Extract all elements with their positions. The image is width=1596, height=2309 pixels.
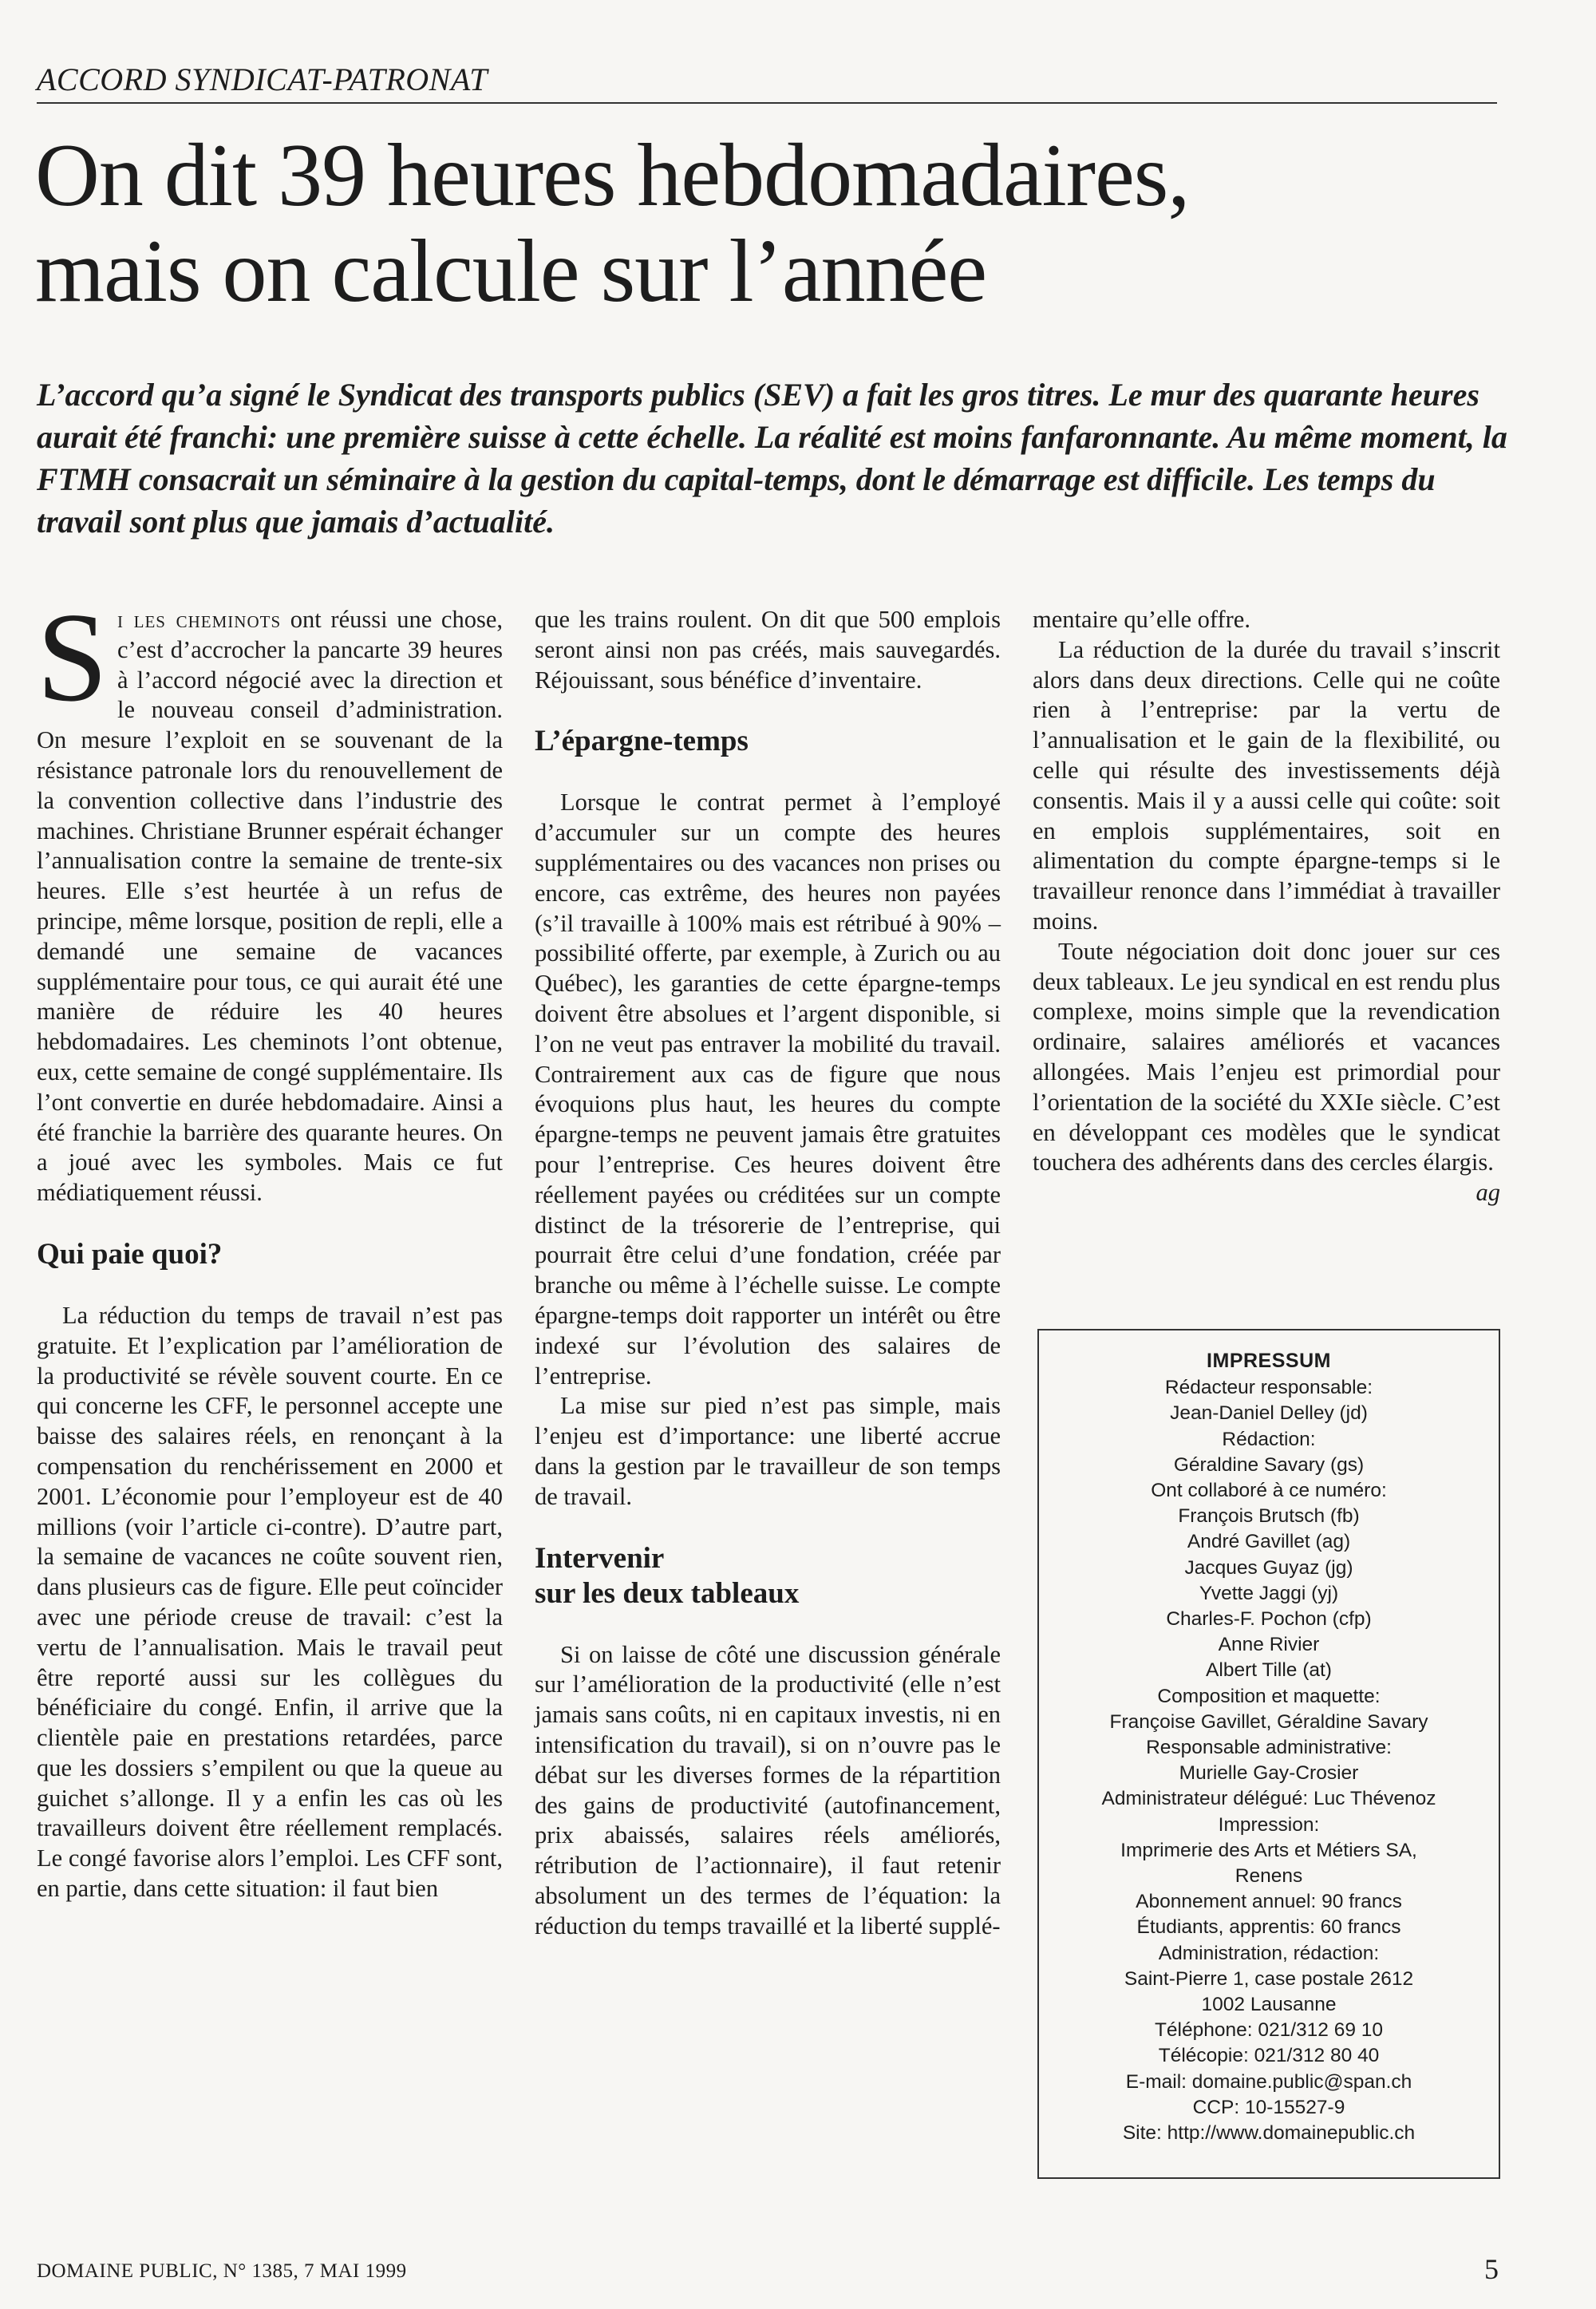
impressum-line: CCP: 10-15527-9 [1192, 2096, 1345, 2118]
footer-publication: DOMAINE PUBLIC, N° 1385, 7 MAI 1999 [37, 2260, 407, 2282]
subheading-line-1: Intervenir [535, 1541, 665, 1575]
paragraph: La réduction du temps de travail n’est pas gratuite. Et l’explication par l’amélioration de la productivité se révèle souvent courte. En ce qui concerne les CFF, le personnel accepte une baisse des salaires réels, en renonçant à la compensation du renchérissement en 2000 et 2001. L’économie pour l’employeur est de 40 millions (voir l’article ci-contre). D’autre part, la semaine de vacances ne coûte souvent rien, dans plusieurs cas de figure. Elle peut coïncider avec une période creuse de travail: c’est la vertu de l’annualisation. Mais le travail peut être reporté aussi sur les collègues du bénéficiaire du congé. Enfin, il arrive que la clientèle paie en prestations retardées, parce que les dossiers s’empilent ou que la queue au guichet s’allonge. Il y a enfin les cas où les travailleurs doivent être réellement remplacés. Le congé favorise alors l’emploi. Les CFF sont, en partie, dans cette situation: il faut bien [37, 1301, 503, 1903]
impressum-line: André Gavillet (ag) [1187, 1531, 1351, 1553]
impressum-line: Responsable administrative: [1146, 1737, 1392, 1759]
paragraph-continued: mentaire qu’elle offre. [1033, 606, 1250, 633]
article-lede: L’accord qu’a signé le Syndicat des transports publics (SEV) a fait les gros titres. Le mur des quarante heures aurait été franchi: une première suisse à cette échelle. La réalité est moins fanfaronnante. Au même moment, la FTMH consacrait un séminaire à la gestion du capital-temps, dont le démarrage est difficile. Les temps du travail sont plus que jamais d’actualité. [37, 377, 1507, 540]
subheading-qui-paie-quoi: Qui paie quoi? [37, 1237, 223, 1271]
impressum-line: Abonnement annuel: 90 francs [1136, 1891, 1402, 1913]
intro-text: ont réussi une chose, c’est d’accrocher la pancarte 39 heures à l’accord négocié avec la direction et le nouveau conseil d’administration. On mesure l’exploit en se souvenant de la résistance patronale lors du renouvellement de la convention collective dans l’industrie des machines. Christiane Brunner espérait échanger l’annualisation contre la semaine de trente-six heures. Elle s’est heurtée à un refus de principe, même lorsque, position de repli, elle a demandé une semaine de vacances supplémentaire pour tous, ce qui aurait été une manière de réduire les 40 heures hebdomadaires. Les cheminots l’ont obtenue, eux, cette semaine de congé supplémentaire. Ils l’ont convertie en durée hebdomadaire. Ainsi a été franchie la barrière des quarante heures. On a joué avec les symboles. Mais ce fut médiatiquement réussi. [37, 606, 503, 1207]
impressum-line: 1002 Lausanne [1201, 1994, 1337, 2016]
impressum-line: Murielle Gay-Crosier [1179, 1762, 1359, 1785]
impressum-line: Imprimerie des Arts et Métiers SA, [1120, 1839, 1417, 1861]
subheading-epargne-temps: L’épargne-temps [535, 725, 749, 758]
paragraph: La mise sur pied n’est pas simple, mais l’enjeu est d’importance: une liberté accrue dans la gestion par le travailleur de son temps de travail. [535, 1392, 1001, 1510]
subheading-line-2: sur les deux tableaux [535, 1576, 800, 1610]
impressum-line: Renens [1235, 1865, 1303, 1888]
impressum-line: Impression: [1218, 1813, 1320, 1836]
section-kicker: ACCORD SYNDICAT-PATRONAT [37, 62, 1497, 104]
impressum-line: Albert Tille (at) [1206, 1659, 1332, 1682]
impressum-line: Jacques Guyaz (jg) [1184, 1556, 1353, 1579]
impressum-line: François Brutsch (fb) [1178, 1505, 1360, 1528]
impressum-line: Site: http://www.domainepublic.ch [1122, 2122, 1416, 2145]
impressum-line: Administrateur délégué: Luc Thévenoz [1101, 1788, 1436, 1810]
article-title [35, 128, 1535, 319]
paragraph-continued: que les trains roulent. On dit que 500 emplois seront ainsi non pas créés, mais sauvegardés. Réjouissant, sous bénéfice d’inventaire. [535, 606, 1001, 694]
impressum-line: E-mail: domaine.public@span.ch [1125, 2070, 1412, 2093]
impressum-line: Administration, rédaction: [1158, 1942, 1380, 1964]
paragraph [1033, 937, 1500, 1207]
column-3 [1033, 605, 1500, 1208]
impressum-line: Étudiants, apprentis: 60 francs [1136, 1916, 1401, 1939]
subheading-intervenir [535, 1541, 1001, 1611]
title-line-2: mais on calcule sur l’année [35, 222, 987, 321]
author-signature: ag [1476, 1179, 1500, 1207]
impressum-line: Saint-Pierre 1, case postale 2612 [1124, 1967, 1414, 1990]
paragraph: Lorsque le contrat permet à l’employé d’accumuler sur un compte des heures supplémentaires ou des vacances non prises ou encore, cas extrême, des heures non payées (s’il travaille à 100% mais est rétribué à 90% – possibilité offerte, par exemple, à Zurich ou au Québec), les garanties de cette épargne-temps doivent être absolues et l’argent disponible, si l’on ne veut pas entraver la mobilité du travail. Contrairement aux cas de figure que nous évoquions plus haut, les heures du compte épargne-temps ne peuvent jamais être gratuites pour l’entreprise. Ces heures doivent être réellement payées ou créditées sur un compte distinct de la trésorerie de l’entreprise, qui pourrait être celui d’une fondation, créée par branche ou même à l’échelle suisse. Le compte épargne-temps doit rapporter un intérêt ou être indexé sur l’évolution des salaires de l’entreprise. [535, 789, 1001, 1390]
impressum-line: Rédaction: [1222, 1428, 1316, 1450]
column-1 [37, 586, 503, 1904]
impressum-heading: IMPRESSUM [1207, 1350, 1331, 1372]
paragraph-intro [37, 586, 503, 1208]
impressum-line: Françoise Gavillet, Géraldine Savary [1109, 1710, 1428, 1733]
impressum-box [1037, 1329, 1500, 2179]
impressum-line: Jean-Daniel Delley (jd) [1170, 1402, 1368, 1425]
column-2 [535, 605, 1001, 1941]
paragraph: La réduction de la durée du travail s’inscrit alors dans deux directions. Celle qui ne coûte rien à l’entreprise: par la vertu de l’annualisation et le gain de la flexibilité, ou celle qui résulte des investissements déjà consentis. Mais il y a aussi celle qui coûte: soit en emplois supplémentaires, soit en alimentation du compte épargne-temps si le travailleur renonce dans l’immédiat à travailler moins. [1033, 635, 1500, 935]
title-line-1: On dit 39 heures hebdomadaires, [35, 126, 1190, 225]
paragraph-text: Toute négociation doit donc jouer sur ces deux tableaux. Le jeu syndical en est rendu plus complexe, moins simple que la revendication ordinaire, salaires améliorés et vacances allongées. Mais l’enjeu est primordial pour l’orientation de la société du XXIe siècle. C’est en développant ces modèles que le syndicat touchera des adhérents dans des cercles élargis. [1033, 937, 1500, 1176]
impressum-line: Géraldine Savary (gs) [1173, 1453, 1365, 1476]
impressum-line: Composition et maquette: [1157, 1685, 1381, 1707]
impressum-line: Rédacteur responsable: [1164, 1377, 1373, 1399]
impressum-line: Ont collaboré à ce numéro: [1151, 1480, 1387, 1502]
impressum-line: Yvette Jaggi (yj) [1199, 1582, 1339, 1604]
impressum-line: Charles-F. Pochon (cfp) [1166, 1608, 1372, 1631]
impressum-line: Anne Rivier [1218, 1634, 1320, 1656]
intro-smallcaps: i les cheminots [117, 606, 282, 633]
page-number: 5 [1484, 2253, 1499, 2285]
paragraph: Si on laisse de côté une discussion générale sur l’amélioration de la productivité (elle n’est jamais sans coûts, ni en capitaux investis, ni en intensification du travail), si on n’ouvre pas le débat sur les diverses formes de la répartition des gains de productivité (autofinancement, prix abaissés, salaires réels améliorés, rétribution de l’actionnaire), il faut retenir absolument un des termes de l’équation: la réduction du temps travaillé et la liberté supplé- [535, 1640, 1001, 1939]
impressum-line: Téléphone: 021/312 69 10 [1154, 2019, 1384, 2042]
drop-cap: S [37, 586, 108, 728]
impressum-line: Télécopie: 021/312 80 40 [1158, 2045, 1380, 2067]
